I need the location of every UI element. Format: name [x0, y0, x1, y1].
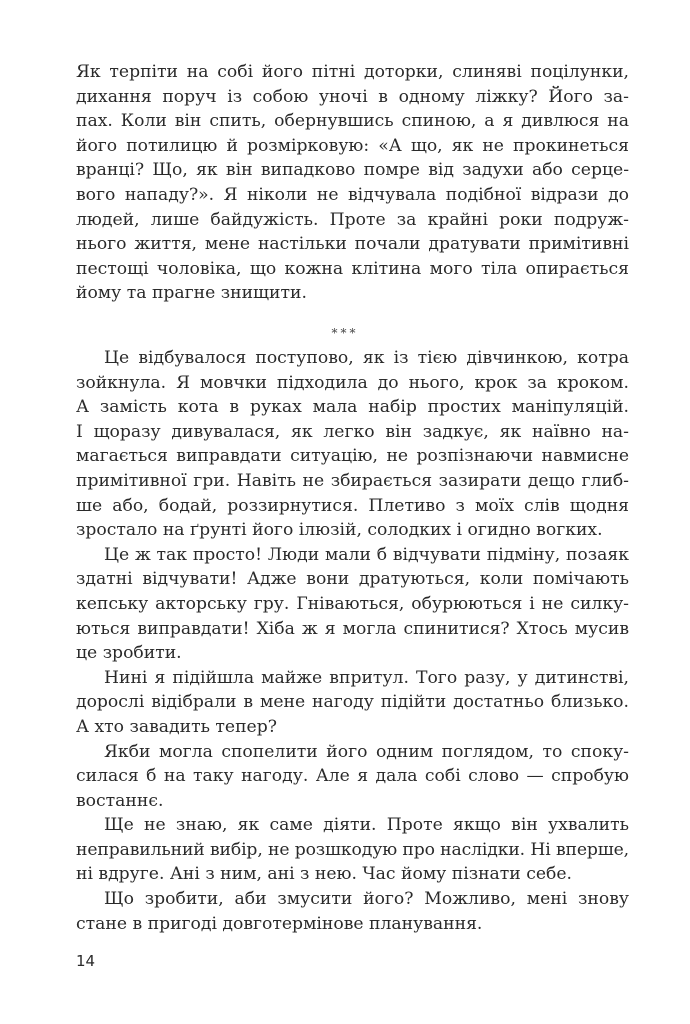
paragraph-5 [76, 740, 629, 814]
paragraph-6 [76, 813, 629, 887]
text-line: силася б на таку нагоду. Але я дала собі слово — спробую [76, 766, 629, 787]
text-line: Як терпіти на собі його пітні доторки, слиняві поцілунки, [76, 62, 629, 82]
text-line: дорослі відібрали в мене нагоду підійти достатньо близько. [76, 692, 629, 713]
text-line: Що зробити, аби змусити його? Можливо, мені знову [104, 889, 629, 910]
text-line: востаннє. [76, 790, 164, 811]
text-line: зойкнула. Я мовчки підходила до нього, крок за кроком. [76, 372, 629, 393]
text-line: йому та прагне знищити. [76, 283, 307, 304]
text-line: його потилицю й розмірковую: «А що, як не прокинеться [76, 135, 629, 156]
text-line: І щоразу дивувалася, як легко він задкує, як наївно на- [76, 421, 629, 442]
text-line: пах. Коли він спить, обернувшись спиною, а я дивлюся на [76, 111, 629, 132]
text-line: ше або, бодай, роззирнутися. Плетиво з моїх слів щодня [76, 495, 629, 516]
text-line: Це ж так просто! Люди мали б відчувати підміну, позаяк [104, 544, 629, 565]
text-line: вранці? Що, як він випадково помре від задухи або серце- [76, 160, 629, 181]
main-text [76, 346, 629, 936]
text-line: Це відбувалося поступово, як із тією дівчинкою, котра [104, 348, 629, 368]
text-line: зростало на ґрунті його ілюзій, солодких і огидно вогких. [76, 520, 603, 541]
text-line: вого нападу?». Я ніколи не відчувала подібної відрази до [76, 184, 629, 205]
paragraph-7 [76, 887, 629, 936]
text-line: Нині я підійшла майже впритул. Того разу, у дитинстві, [104, 667, 629, 688]
text-line: ні вдруге. Ані з ним, ані з нею. Час йому пізнати себе. [76, 864, 572, 885]
paragraph-1 [76, 60, 629, 306]
text-line: кепську акторську гру. Гніваються, обурюються і не силку- [76, 593, 629, 614]
text-line: пестощі чоловіка, що кожна клітина мого тіла опирається [76, 258, 629, 279]
text-line: стане в пригоді довготермінове планування. [76, 913, 483, 934]
text-line: магається виправдати ситуацію, не розпізнаючи навмисне [76, 446, 629, 467]
text-line: А замість кота в руках мала набір простих маніпуляцій. [76, 397, 629, 418]
section-separator: *** [331, 326, 359, 340]
text-line: Ще не знаю, як саме діяти. Проте якщо він ухвалить [104, 815, 629, 836]
text-line: дихання поруч із собою уночі в одному ліжку? Його за- [76, 86, 629, 107]
paragraph-4 [76, 666, 629, 740]
text-line: Якби могла спопелити його одним поглядом, то споку- [104, 741, 629, 762]
paragraph-2 [76, 346, 629, 543]
text-line: нього життя, мене настільки почали дратувати примітивні [76, 234, 629, 255]
text-line: здатні відчувати! Адже вони дратуються, коли помічають [76, 569, 629, 590]
paragraph-3 [76, 543, 629, 666]
text-line: примітивної гри. Навіть не збирається зазирати дещо глиб- [76, 470, 629, 491]
text-line: ються виправдати! Хіба ж я могла спинитися? Хтось мусив [76, 618, 629, 639]
text-line: це зробити. [76, 643, 182, 664]
page-number: 14 [76, 952, 96, 970]
text-line: неправильний вибір, не розшкодую про наслідки. Ні вперше, [76, 839, 629, 860]
text-line: А хто завадить тепер? [76, 716, 277, 737]
text-line: людей, лише байдужість. Проте за крайні роки подруж- [76, 209, 629, 230]
